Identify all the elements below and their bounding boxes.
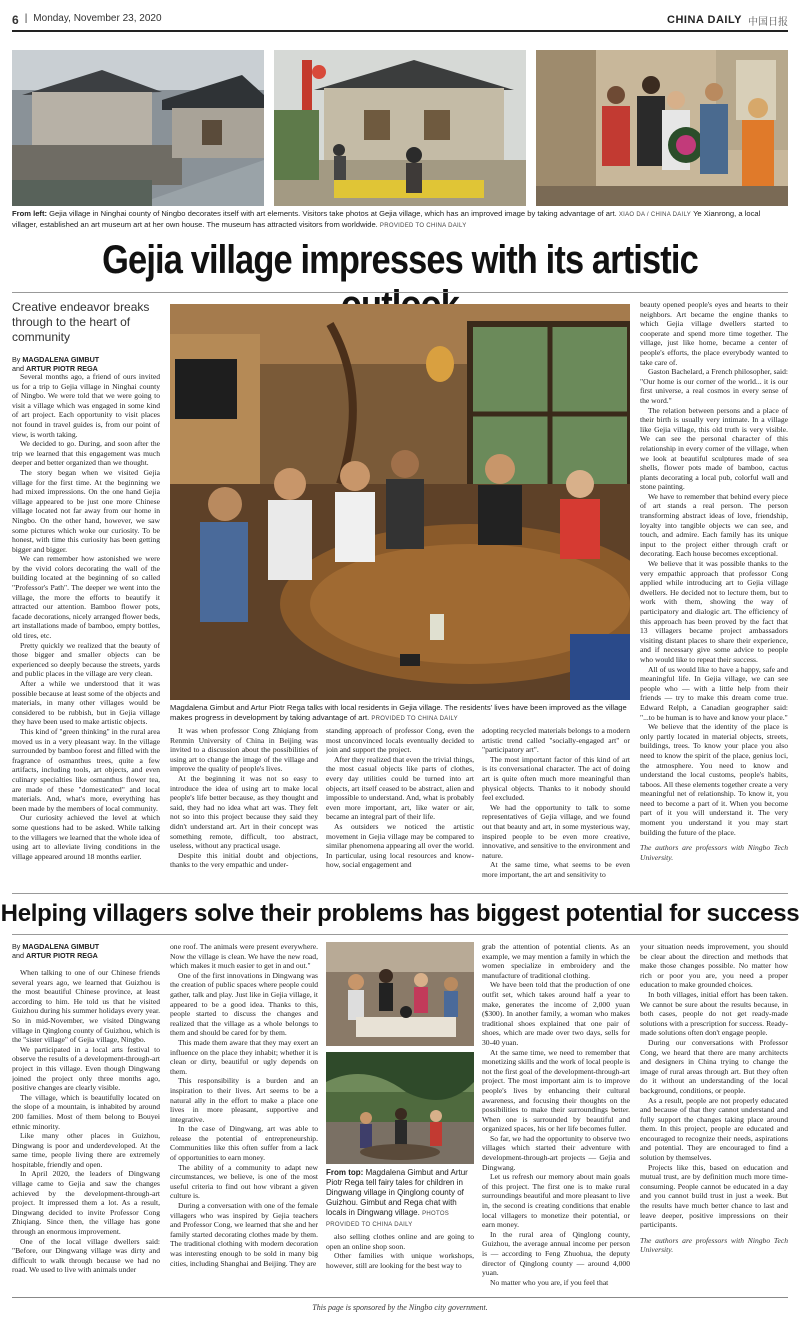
paragraph: Like many other places in Guizhou, Dingwang is poor and underdeveloped. At the same time, people living there are extremely hospitable, friendly and open. [12, 1131, 160, 1169]
masthead-brand-cn: 中国日报 [748, 16, 788, 28]
paragraph: As outsiders we noticed the artistic movement in Gejia village may be compared to similar phenomena appearing all over the world. In particular, using local resources and know-how, social engagement and [326, 821, 474, 870]
paragraph: We decided to go. During, and soon after the trip we learned that this engagement was much deeper and better organized than we thought. [12, 439, 160, 468]
story1-byline [12, 355, 160, 373]
page-header [12, 10, 788, 32]
photo-art-museum-house [536, 50, 788, 206]
paragraph: your situation needs improvement, you should be clear about the direction and methods that make those changes possible. No matter how rich or poor you are, you need a proper education to make grounded choices. [640, 942, 788, 990]
photo-visitors-gejia [274, 50, 526, 206]
caption-lead: From left: [12, 209, 48, 218]
story2-caption-lead: From top: [326, 1168, 364, 1177]
story1-deck-block [12, 300, 160, 373]
story2-rule-bottom [12, 934, 788, 935]
paragraph: Gaston Bachelard, a French philosopher, said: "Our home is our corner of the world... it is our first universe, a real cosmos in every sense of the word." [640, 367, 788, 405]
byline-author1: MAGDALENA GIMBUT [22, 355, 100, 364]
main-photo-caption-text: Magdalena Gimbut and Artur Piotr Rega talks with local residents in Gejia village. The residents' lives have been improved as the village makes progress in development by taking advantage of art. [170, 703, 627, 722]
main-photo-caption [170, 703, 630, 724]
story1-rule [12, 292, 788, 293]
story1-column-5 [640, 300, 788, 890]
paragraph: It was when professor Cong Zhiqiang from Renmin University of China in Beijing was invited to a discussion about the possibilities of using art to change the image of the village and improve the quality of people's lives. [170, 726, 318, 774]
paragraph: All of us would like to have a happy, safe and meaningful life. In Gejia village, we can see people who — with a little help from their friends — try to make this dream come true. Edward Relph, a Canadian geographer said: "...to be human is to have and know your place." [640, 664, 788, 722]
header-right [667, 13, 788, 28]
paragraph: Pretty quickly we realized that the beauty of those bigger and smaller objects can be experienced so deeply because the streets, yards and public places in the village are very clean. [12, 640, 160, 679]
paragraph: grab the attention of potential clients. As an example, we may mention a family in which the women specialize in embroidery and the manufacture of traditional clothing. [482, 942, 630, 980]
paragraph: also selling clothes online and are going to open an online shop soon. [326, 1232, 474, 1251]
story1-deck: Creative endeavor breaks through to the heart of community [12, 300, 150, 344]
sponsor-note: This page is sponsored by the Ningbo city government. [312, 1303, 488, 1312]
story1-column-3 [326, 726, 474, 890]
paragraph: We participated in a local arts festival to observe the results of a development-through-art project in this village. Even though Dingwang joined the project only three months ago, positive changes are clearly visible. [12, 1044, 160, 1093]
story2-column-3 [326, 1232, 474, 1294]
story1-headline: Gejia village impresses with its artistic [102, 238, 698, 282]
story2-caption-text: Magdalena Gimbut and Artur Piotr Rega tell fairy tales for children in Dingwang village in Qinglong county of Guizhou. Gimbut and Rega chat with locals in Dingwang village. [326, 1168, 468, 1217]
paragraph: We have to remember that behind every piece of art stands a real person. The person transforming abstract ideas of love, friendship, loyalty into tangible objects we can see, and touch, and admire. Each family has its unique input to the project either through craft or decorating. Each house becomes exceptional. [640, 491, 788, 559]
story1-column-1 [12, 372, 160, 890]
byline2-and: and [12, 951, 24, 960]
paragraph: We believe that it was possible thanks to the very empathic approach that professor Cong applied while introducing art to Gejia village dwellers. He decided not to lecture them, but to work with them, showing the way of participatory and dialogic art. The efficiency of this approach has been proved by the fact that 13 villagers became project ambassadors visiting distant places to share their experience, and if necessary give some advice to people who would like to repeat their success. [640, 559, 788, 664]
paragraph: After a while we understood that it was possible because at least some of the objects and materials, in many other villages would be considered to be rubbish, but in Gejia village they have been used to make artistic objects. [12, 679, 160, 727]
story2-column-5 [640, 942, 788, 1294]
byline-by: By [12, 355, 21, 364]
main-photo-credit: PROVIDED TO CHINA DAILY [371, 716, 458, 722]
byline2-author2: ARTUR PIOTR REGA [26, 951, 98, 960]
story2-photo-caption [326, 1168, 474, 1230]
paragraph: We have been told that the production of one outfit set, which takes around half a year to make, generates the income of 2,000 yuan ($300). In another family, a woman who makes traditional shoes explained that one pair of shoes, which are made over two days, sells for 30-40 yuan. [482, 980, 630, 1047]
photo-fairy-tales-children [326, 942, 474, 1046]
caption-body-2: Ye Xianrong, a local villager, established an art museum art at her own house. The museum has attracted visitors from worldwide. [12, 209, 761, 229]
paragraph: one roof. The animals were present everywhere. Now the village is clean. We have the new road, which makes it much easier to get in and out." [170, 942, 318, 971]
story2-caption-credit: PHOTOS PROVIDED TO CHINA DAILY [326, 1211, 450, 1228]
paragraph: Several months ago, a friend of ours invited us for a trip to Gejia village in Ninghai county of Ningbo. We were told that we were going to visit a village which was engaged in some kind of art project. Each opportunity to visit places not found in travel guides is, from our point of view, is worth taking. [12, 372, 160, 439]
paragraph: The village, which is beautifully located on the slope of a mountain, is inhabited by around 200 families. Most of them belong to Bouyei ethnic minority. [12, 1092, 160, 1131]
paragraph: At the same time, we need to remember that monetizing skills and the work of local people is not the first goal of the development-through-art project. The most important aim is to improve people's lives by enhancing their cultural awareness, and focusing their thoughts on the possibilities to make their surroundings better. When one is surrounded by beautiful and organized spaces, his or her life becomes fuller. [482, 1047, 630, 1134]
paragraph: At the same time, what seems to be even more important, the art and sensitivity to [482, 860, 630, 879]
paragraph: Other families with unique workshops, however, still are looking for the best way to [326, 1251, 474, 1270]
paragraph: In both villages, initial effort has been taken. We cannot be sure about the results because, in both cases, people do not get ready-made solutions with a prescription for success. Ready-made solutions often don't engage people. [640, 989, 788, 1038]
story2-headline: Helping villagers solve their problems has biggest potential for success [0, 900, 800, 927]
paragraph: Let us refresh our memory about main goals of this project. The first one is to make rural surroundings beautiful and more pleasant to live in, the second is creating conditions that enable local villagers to monetize their potential, or earn money. [482, 1172, 630, 1230]
paragraph: This responsibility is a burden and an inspiration to their lives. Art seems to be a natural ally in the effort to make a place one lives in more pleasant, supportive and integrative. [170, 1076, 318, 1124]
story2-byline [12, 942, 160, 960]
footer-rule [12, 1297, 788, 1298]
paragraph: After they realized that even the trivial things, the most casual objects like parts of clothes, every day utilities could be turned into art objects, art itself ceased to be abstract, alien and impossible to understand. And, what is probably even more important, art, like water or air, became an integral part of their life. [326, 754, 474, 822]
paragraph: So far, we had the opportunity to observe two villages which started their adventure with development-through-art projects — Gejia and Dingwang. [482, 1133, 630, 1172]
caption-credit-2: PROVIDED TO CHINA DAILY [379, 223, 467, 229]
paragraph: No matter who you are, if you feel that [490, 1277, 609, 1287]
story2-column-4 [482, 942, 630, 1294]
paragraph: This made them aware that they may exert an influence on the place they inhabit; whether it is clean or dirty, beautiful or ugly depends on them. [170, 1037, 318, 1076]
photo-main-talk-residents [170, 304, 630, 700]
page-number: 6 [12, 13, 19, 27]
story2-column-2 [170, 942, 318, 1294]
byline2-by: By [12, 942, 21, 951]
masthead-brand: CHINA DAILY [667, 14, 742, 26]
caption-credit-1: XIAO DA / CHINA DAILY [618, 212, 692, 218]
story2-rule-top [12, 893, 788, 894]
paragraph: The ability of a community to adapt new circumstances, we believe, is one of the most useful criteria to find out how vibrant a given culture is. [170, 1162, 318, 1201]
paragraph: Despite this initial doubt and objections, thanks to the very empathic and under- [170, 850, 318, 870]
byline2-author1: MAGDALENA GIMBUT [22, 942, 100, 951]
byline-author2: ARTUR PIOTR REGA [26, 364, 98, 373]
paragraph: When talking to one of our Chinese friends several years ago, we learned that Guizhou is the most beautiful Chinese province, at least according to him. He told us that he visited Guizhou during his summer holidays every year. So in mid-November, we visited Dingwang village in Qinglong county of Guizhou, which is the "sister village" of Gejia village, Ningbo. [12, 968, 160, 1045]
paragraph: The story began when we visited Gejia village for the first time. At the beginning we had mixed impressions. On the one hand Gejia village appeared to be just one more Chinese village located not far away from our home in Ningbo. On the other hand, however, we saw some pictures which woke our curiosity. To be honest, with time this curiosity has been getting bigger and bigger. [12, 467, 160, 554]
top-photos-caption [12, 209, 788, 231]
paragraph: During a conversation with one of the female villagers who was inspired by Gejia teachers and Professor Cong, we learned that she and her family started decorating clothes made by them. The traditional clothing with modern decoration was interesting enough to be sold in many big cities, including Shanghai and Beijing. They are [170, 1201, 318, 1268]
paragraph: We can remember how astonished we were by the vivid colors decorating the wall of the building located at the beginning of so called "Professor's Path". The deeper we went into the village, the more the efforts to beautify it attracted our attention. Bamboo flower pots, facade decorations, nicely arranged flower beds, art installations made of bamboo, empty bottles, old tires, etc. [12, 554, 160, 641]
paragraph: beauty opened people's eyes and hearts to their neighbors. Art became the engine thanks to which Gejia village dwellers started to cooperate and spend more time together. The village, just like home, became a center of people's efforts, the place everybody wanted to take care of. [640, 300, 788, 367]
story2-column-5-body [640, 942, 788, 1230]
paragraph: Projects like this, based on education and mutual trust, are by definition much more time-consuming. People cannot be educated in a day and you cannot build trust in just a week. But the results have much better chance to last and leave deeper, positive impressions on their participants. [640, 1162, 788, 1230]
story1-column-5-body [640, 300, 788, 837]
paragraph: In April 2020, the leaders of Dingwang village came to Gejia and saw the changes achieved by the development-through-art project. It impressed them a lot. As a result, Dingwang decided to invite Professor Cong Zhiqiang. Since then, the village has gone through an enormous improvement. [12, 1169, 160, 1237]
byline-and: and [12, 364, 24, 373]
story2-column-1 [12, 942, 160, 1294]
paragraph: adopting recycled materials belongs to a modern artistic trend called "socially-engaged art" or "participatory art". [482, 726, 630, 755]
caption-body-1: Gejia village in Ninghai county of Ningbo decorates itself with art elements. Visitors take photos at Gejia village, which has an improved image by taking advantage of art. [49, 209, 617, 218]
paragraph: The most important factor of this kind of art is its conversational character. The act of doing art is quite often much more meaningful than physical objects. Thanks to it nobody should feel excluded. [482, 754, 630, 803]
story2-authors-note: The authors are professors with Ningbo Tech University. [640, 1235, 788, 1255]
paragraph: One of the local village dwellers said: "Before, our Dingwang village was dirty and difficult to walk through because we had no road. We used to live with animals under [12, 1236, 160, 1275]
paragraph: We believe that the identity of the place is only partly located in material objects, streets, buildings, trees. To know your place you also need to know the spirit of the place, genius loci, the atmosphere. You need to know and understand the local customs, people's habits, taboos. All these elements together create a very meaningful net of relationship. To know it, you need to become a part of it. When you become part of it you will understand it. The very moment you understand it you may start building the future of the place. [640, 722, 788, 837]
paragraph: One of the first innovations in Dingwang was the creation of public spaces where people could gather, talk and play. Just like in Gejia village, it appeared to be a good idea. Thanks to this, people started to discuss the changes and realized that the village as a whole belongs to them and should be cared for by them. [170, 970, 318, 1038]
story1-column-2 [170, 726, 318, 890]
paragraph: Our curiosity achieved the level at which some questions had to be asked. While talking to the villagers we learned that the whole idea of using art to alleviate living conditions in the village appeared around 18 months earlier. [12, 813, 160, 861]
paragraph: During our conversations with Professor Cong, we heard that there are many architects and designers in China trying to change the image of rural areas through art. But they often do it without an understanding of the local background, conditions, or people. [640, 1037, 788, 1095]
issue-date: Monday, November 23, 2020 [33, 13, 162, 24]
story1-authors-note: The authors are professors with Ningbo Tech University. [640, 843, 788, 862]
paragraph: The relation between persons and a place of their birth is usually very intimate. In a village like Gejia village, this old truth is very visible. We can see the personal character of this relationship in every corner of the village, when we look at beautiful sculptures made of sea shells, flower pots made of bamboo, cactus plants decorating a local pub, colorful wall and stone painting. [640, 405, 788, 492]
story1-column-4 [482, 726, 630, 890]
paragraph: In the rural area of Qinglong county, Guizhou, the average annual income per person is — according to Feng Zhuohua, the deputy director of Qinglong county — around 4,000 yuan. [482, 1229, 630, 1278]
paragraph: As a result, people are not properly educated and because of that they cannot understand and fully support the changes taking place around them. In this project, people are educated and encouraged to recognize their needs, aspirations and potential. They are encouraged to find a solution by themselves. [640, 1095, 788, 1163]
paragraph: We had the opportunity to talk to some representatives of Gejia village, and we found out that beauty and art, in some mysterious way, inspired people to be even more creative, innovative, and sensitive to the environment and nature. [482, 802, 630, 860]
story2-column-1-body [12, 968, 160, 1275]
paragraph: In the case of Dingwang, art was able to release the potential of entrepreneurship. Communities like this often suffer from a lack of opportunities to earn money. [170, 1124, 318, 1163]
header-left [12, 13, 162, 27]
paragraph: At the beginning it was not so easy to introduce the idea of using art to make local people's life better because, as they thought and said, they had no idea what art was. They felt not so into this project because they said they didn't understand art. Art in their concept was something remote, difficult, too abstract, useless, without any practical usage. [170, 773, 318, 851]
photo-chat-with-locals [326, 1052, 474, 1164]
paragraph: This kind of "green thinking" in the rural area moved us in a very pleasant way. In the village surrounded by bamboo forest and filled with the fragrance of osmanthus trees, quite a few artifacts, including tools, art objects, and even culinary specialties like osmanthus flower tea, are made of these "domesticated" and local materials. And, what's more, everything has been made by the members of local community. [12, 726, 160, 813]
paragraph: standing approach of professor Cong, even the most unconvinced locals eventually decided to join and support the project. [326, 726, 474, 755]
header-separator: | [24, 13, 28, 24]
photo-village-street [12, 50, 264, 206]
